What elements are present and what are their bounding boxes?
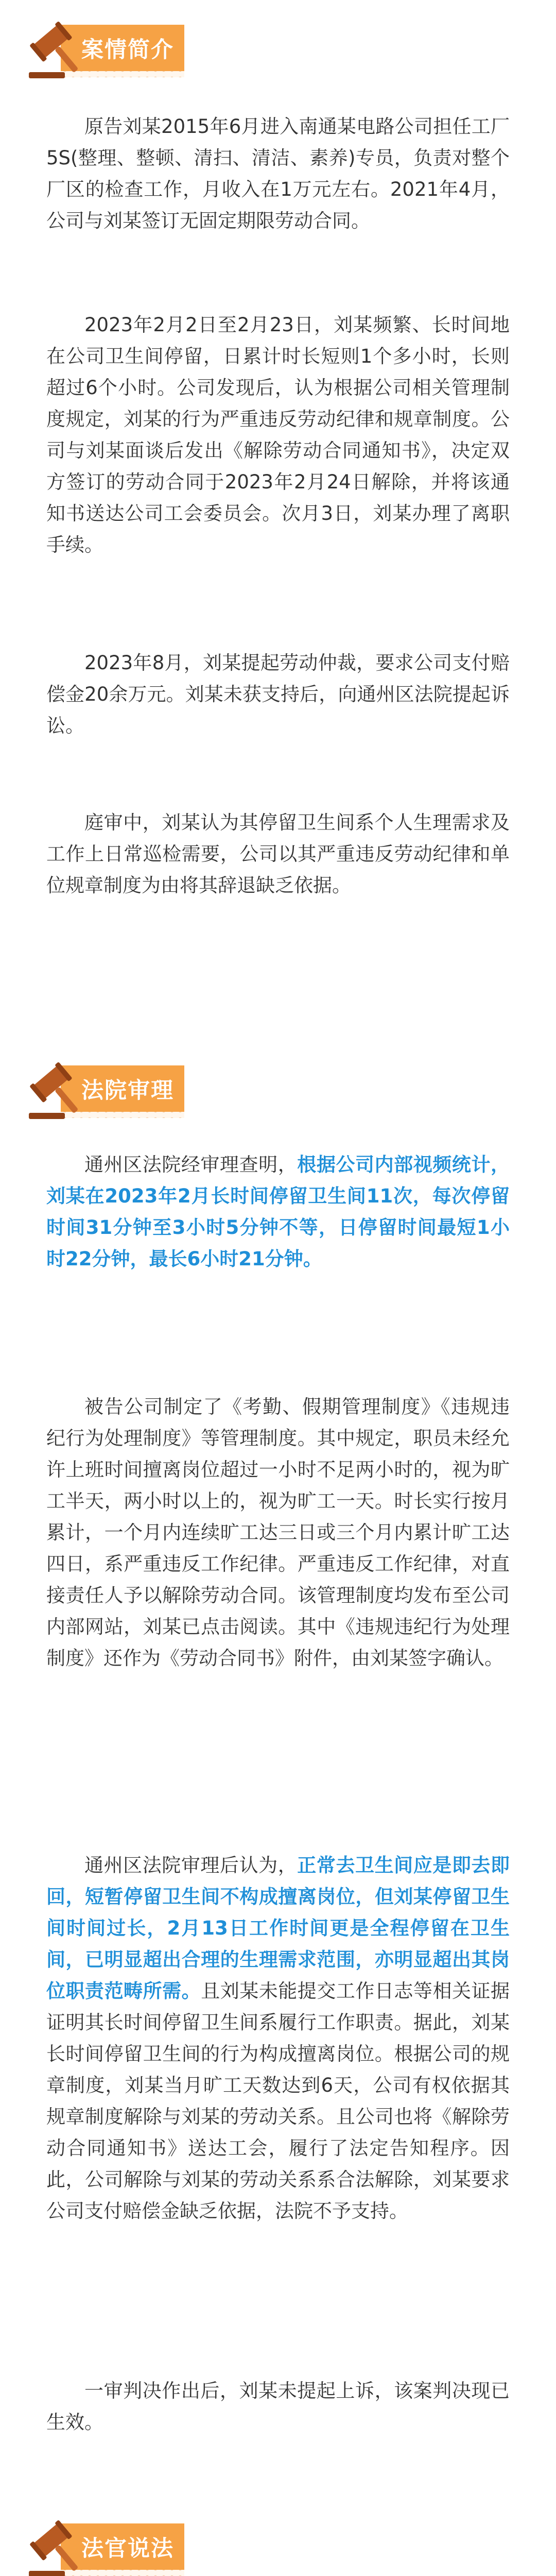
gavel-icon [25,2514,92,2576]
section-title: 法院审理 [81,1077,174,1104]
court-trial-header [25,1056,210,1123]
case-paragraph-2: 2023年2月2日至2月23日，刘某频繁、长时间地在公司卫生间停留，日累计时长短则1个多小时，长则超过6个小时。公司发现后，认为根据公司相关管理制度规定，刘某的行为严重违反劳动纪律和规章制度。公司与刘某面谈后发出《解除劳动合同通知书》，决定双方签订的劳动合同于2023年2月24日解除，并将该通知书送达公司工会委员会。次月3日，刘某办理了离职手续。 [46,314,510,556]
case-intro-section [0,15,556,896]
section-title: 法官说法 [81,2535,174,2562]
case-paragraph-4: 庭审中，刘某认为其停留卫生间系个人生理需求及工作上日常巡检需要，公司以其严重违反劳动纪律和单位规章制度为由将其辞退缺乏依据。 [46,811,510,896]
case-paragraph-1: 原告刘某2015年6月进入南通某电路公司担任工厂5S(整理、整顿、清扫、清洁、素养)专员，负责对整个厂区的检查工作，月收入在1万元左右。2021年4月，公司与刘某签订无固定期限劳动合同。 [46,115,510,232]
case-intro-header [25,15,210,82]
section-title: 案情简介 [81,37,174,63]
court-paragraph-4: 一审判决作出后，刘某未提起上诉，该案判决现已生效。 [46,2380,510,2433]
court-finding-highlight: 根据公司内部视频统计，刘某在2023年2月长时间停留卫生间11次，每次停留时间31分钟至3小时5分钟不等，日停留时间最短1小时22分钟，最长6小时21分钟。 [46,1154,510,1270]
court-paragraph-3 [46,1850,510,2227]
judge-says-section [0,2514,556,2576]
court-paragraph-3-lead: 通州区法院审理后认为， [84,1854,298,1876]
judge-says-header [25,2514,210,2576]
court-paragraph-3-rest: 且刘某未能提交工作日志等相关证据证明其长时间停留卫生间系履行工作职责。据此，刘某长时间停留卫生间的行为构成擅离岗位。根据公司的规章制度，刘某当月旷工天数达到6天，公司有权依据其规章制度解除与刘某的劳动关系。且公司也将《解除劳动合同通知书》送达工会，履行了法定告知程序。因此，公司解除与刘某的劳动关系系合法解除，刘某要求公司支付赔偿金缺乏依据，法院不予支持。 [46,1980,510,2222]
court-paragraph-1 [46,1149,510,1275]
court-paragraph-1-lead: 通州区法院经审理查明， [84,1154,298,1176]
gavel-icon [25,15,92,82]
court-paragraph-2: 被告公司制定了《考勤、假期管理制度》《违规违纪行为处理制度》等管理制度。其中规定，职员未经允许上班时间擅离岗位超过一小时不足两小时的，视为旷工半天，两小时以上的，视为旷工一天。时长实行按月累计，一个月内连续旷工达三日或三个月内累计旷工达四日，系严重违反工作纪律。严重违反工作纪律，对直接责任人予以解除劳动合同。该管理制度均发布至公司内部网站，刘某已点击阅读。其中《违规违纪行为处理制度》还作为《劳动合同书》附件，由刘某签字确认。 [46,1396,510,1669]
case-paragraph-3: 2023年8月，刘某提起劳动仲裁，要求公司支付赔偿金20余万元。刘某未获支持后，向通州区法院提起诉讼。 [46,652,510,737]
court-opinion-highlight: 正常去卫生间应是即去即回，短暂停留卫生间不构成擅离岗位，但刘某停留卫生间时间过长，2月13日工作时间更是全程停留在卫生间，已明显超出合理的生理需求范围，亦明显超出其岗位职责范畴所需。 [46,1854,510,2002]
court-trial-section [0,1056,556,2433]
gavel-icon [25,1056,92,1123]
